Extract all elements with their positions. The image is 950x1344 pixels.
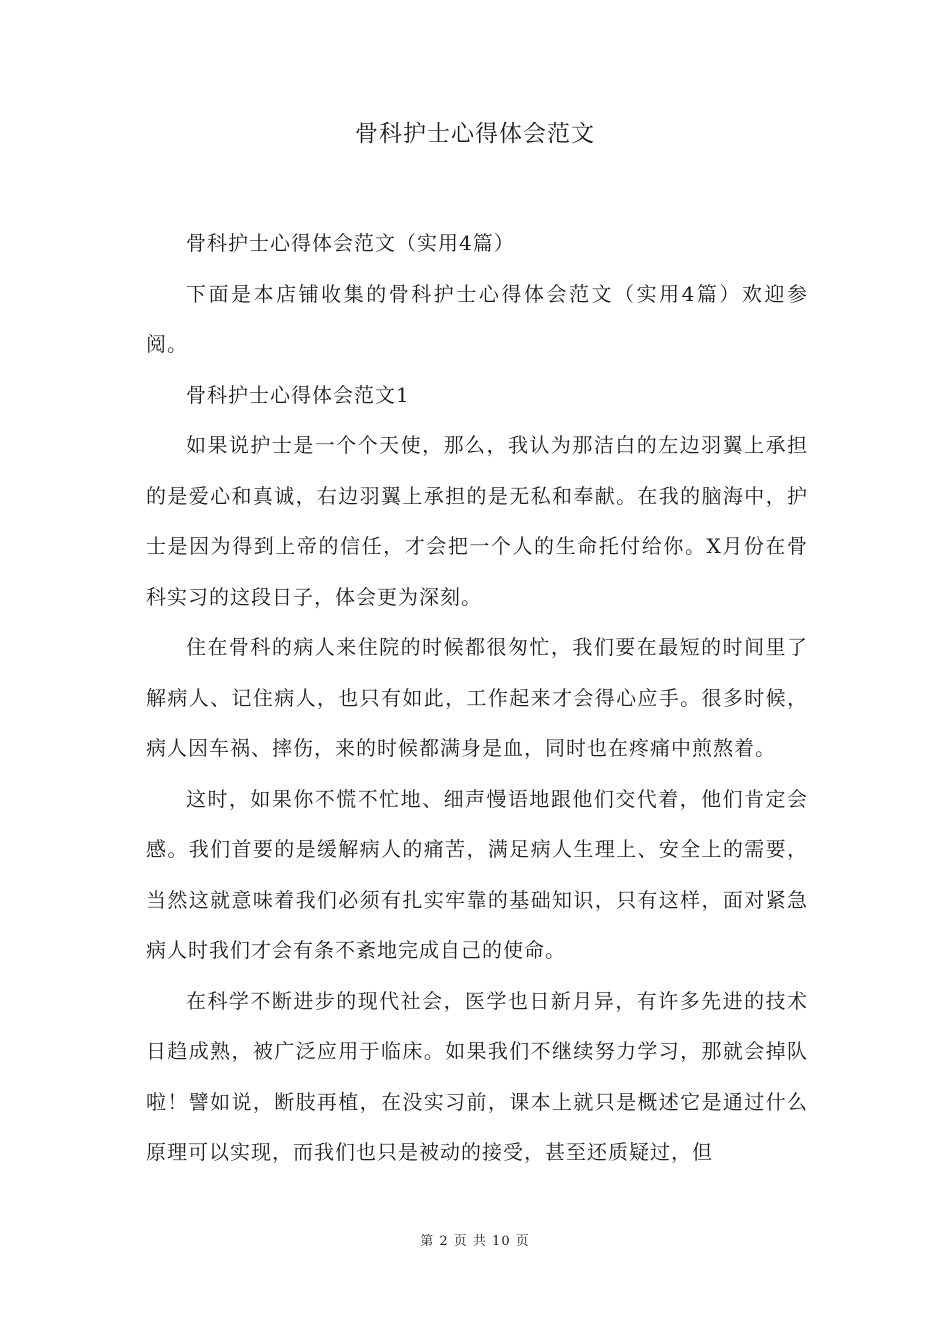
paragraph: 下面是本店铺收集的骨科护士心得体会范文（实用4篇）欢迎参阅。	[146, 281, 808, 356]
document-title: 骨科护士心得体会范文	[355, 121, 595, 147]
page-footer: 第 2 页 共 10 页	[420, 1234, 530, 1249]
document-body	[146, 218, 808, 1178]
paragraph: 如果说护士是一个个天使，那么，我认为那洁白的左边羽翼上承担的是爱心和真诚，右边羽翼上承担的是无私和奉献。在我的脑海中，护士是因为得到上帝的信任，才会把一个人的生命托付给你。X月份在骨科实习的这段日子，体会更为深刻。	[146, 433, 808, 609]
paragraph: 骨科护士心得体会范文1	[186, 382, 410, 407]
paragraph: 这时，如果你不慌不忙地、细声慢语地跟他们交代着，他们肯定会感。我们首要的是缓解病人的痛苦，满足病人生理上、安全上的需要，当然这就意味着我们必须有扎实牢靠的基础知识，只有这样，面对紧急病人时我们才会有条不紊地完成自己的使命。	[146, 786, 808, 962]
paragraph: 住在骨科的病人来住院的时候都很匆忙，我们要在最短的时间里了解病人、记住病人，也只有如此，工作起来才会得心应手。很多时候，病人因车祸、摔伤，来的时候都满身是血，同时也在疼痛中煎熬着。	[146, 635, 808, 760]
paragraph: 骨科护士心得体会范文（实用4篇）	[186, 231, 515, 255]
paragraph: 在科学不断进步的现代社会，医学也日新月异，有许多先进的技术日趋成熟，被广泛应用于临床。如果我们不继续努力学习，那就会掉队啦！譬如说，断肢再植，在没实习前，课本上就只是概述它是通过什么原理可以实现，而我们也只是被动的接受，甚至还质疑过，但	[146, 988, 808, 1164]
